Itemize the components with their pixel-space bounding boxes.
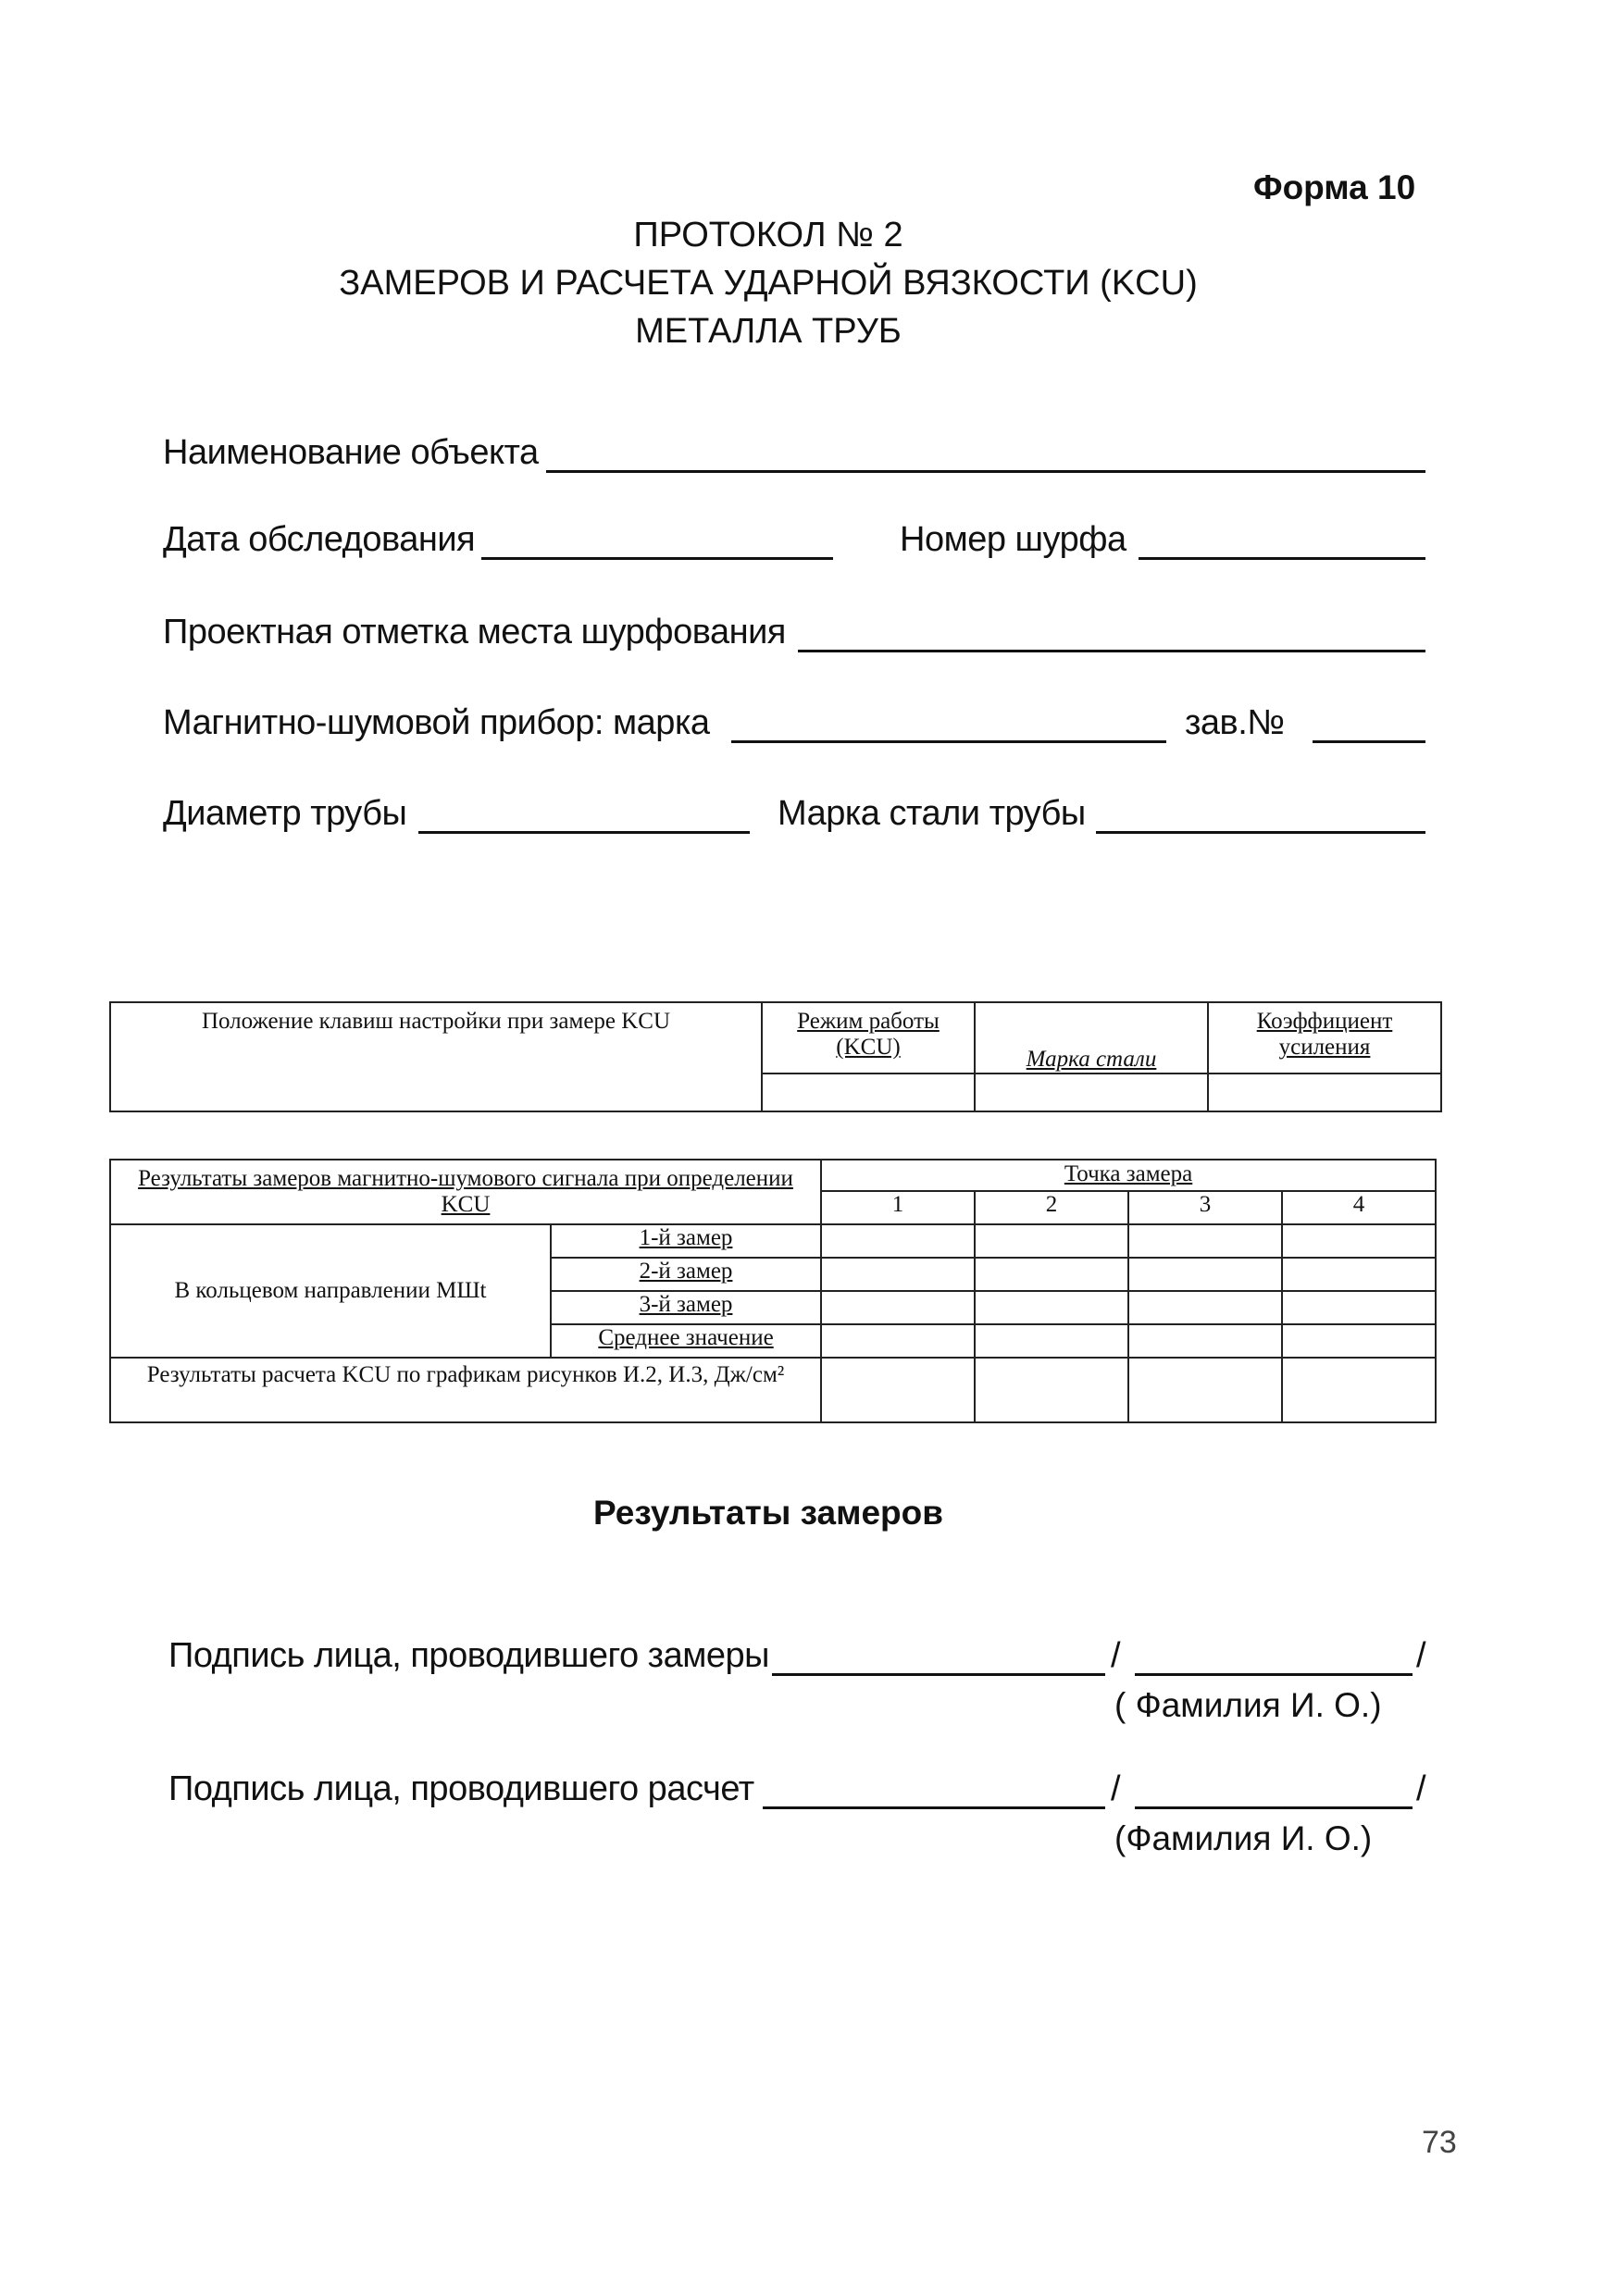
pipe-diameter-field[interactable] bbox=[418, 831, 750, 834]
device-brand-label: Магнитно-шумовой прибор: марка bbox=[163, 703, 710, 742]
table2-point-3: 3 bbox=[1128, 1191, 1282, 1224]
table2-cell[interactable] bbox=[1128, 1358, 1282, 1422]
table2-cell[interactable] bbox=[975, 1358, 1128, 1422]
serial-number-label: зав.№ bbox=[1185, 703, 1285, 742]
table2-cell[interactable] bbox=[821, 1224, 975, 1258]
table2-row-3: 3-й замер bbox=[551, 1291, 821, 1324]
steel-grade-label: Марка стали трубы bbox=[778, 794, 1086, 833]
table2-cell[interactable] bbox=[1128, 1324, 1282, 1358]
table1-col-keys: Положение клавиш настройки при замере KCU bbox=[110, 1002, 762, 1111]
table2-point-header: Точка замера bbox=[821, 1160, 1436, 1191]
form-number: Форма 10 bbox=[1253, 168, 1416, 206]
measurer-name-field[interactable] bbox=[1135, 1673, 1413, 1676]
table2-cell[interactable] bbox=[1282, 1324, 1436, 1358]
device-brand-field[interactable] bbox=[731, 740, 1166, 743]
table2-row-average: Среднее значение bbox=[551, 1324, 821, 1358]
table2-cell[interactable] bbox=[821, 1291, 975, 1324]
table1-col-steel: Марка стали bbox=[975, 1002, 1208, 1074]
measurer-slash-left: / bbox=[1111, 1636, 1121, 1675]
calculator-fio-caption: (Фамилия И. О.) bbox=[1114, 1819, 1373, 1857]
pipe-diameter-label: Диаметр трубы bbox=[163, 794, 407, 833]
results-title: Результаты замеров bbox=[593, 1494, 943, 1532]
measurements-table bbox=[109, 1159, 1437, 1423]
table1-cell-gain[interactable] bbox=[1208, 1074, 1441, 1111]
table1-col-mode: Режим работы (KCU) bbox=[762, 1002, 975, 1074]
table1-col-gain: Коэффициент усиления bbox=[1208, 1002, 1441, 1074]
measurer-slash-right: / bbox=[1416, 1636, 1426, 1675]
calculator-signature-field[interactable] bbox=[763, 1806, 1105, 1809]
object-name-label: Наименование объекта bbox=[163, 433, 539, 472]
measurer-signature-field[interactable] bbox=[772, 1673, 1105, 1676]
pit-number-field[interactable] bbox=[1139, 557, 1425, 560]
table2-cell[interactable] bbox=[821, 1324, 975, 1358]
table2-header: Результаты замеров магнитно-шумового сигнала при определении KCU bbox=[110, 1160, 821, 1224]
page-number: 73 bbox=[1422, 2125, 1457, 2160]
table2-cell[interactable] bbox=[1128, 1291, 1282, 1324]
steel-grade-field[interactable] bbox=[1096, 831, 1425, 834]
serial-number-field[interactable] bbox=[1313, 740, 1425, 743]
design-mark-label: Проектная отметка места шурфования bbox=[163, 613, 786, 652]
table2-row-2: 2-й замер bbox=[551, 1258, 821, 1291]
settings-table bbox=[109, 1001, 1442, 1112]
table2-cell[interactable] bbox=[975, 1324, 1128, 1358]
table2-cell[interactable] bbox=[1282, 1258, 1436, 1291]
protocol-subtitle: ЗАМЕРОВ И РАСЧЕТА УДАРНОЙ ВЯЗКОСТИ (KCU) bbox=[339, 264, 1198, 303]
table2-cell[interactable] bbox=[1282, 1224, 1436, 1258]
protocol-subtitle-2: МЕТАЛЛА ТРУБ bbox=[635, 312, 902, 351]
calculator-slash-left: / bbox=[1111, 1769, 1121, 1808]
table2-cell[interactable] bbox=[975, 1258, 1128, 1291]
table2-cell[interactable] bbox=[821, 1358, 975, 1422]
protocol-title: ПРОТОКОЛ № 2 bbox=[633, 216, 903, 254]
object-name-field[interactable] bbox=[546, 470, 1425, 473]
calculator-slash-right: / bbox=[1416, 1769, 1426, 1808]
calculator-name-field[interactable] bbox=[1135, 1806, 1413, 1809]
table2-cell[interactable] bbox=[975, 1224, 1128, 1258]
table2-point-2: 2 bbox=[975, 1191, 1128, 1224]
table1-cell-mode[interactable] bbox=[762, 1074, 975, 1111]
table2-direction: В кольцевом направлении МШt bbox=[110, 1224, 551, 1358]
measurer-fio-caption: ( Фамилия И. О.) bbox=[1114, 1686, 1382, 1724]
table2-row-1: 1-й замер bbox=[551, 1224, 821, 1258]
table2-cell[interactable] bbox=[1282, 1358, 1436, 1422]
table2-point-4: 4 bbox=[1282, 1191, 1436, 1224]
table2-cell[interactable] bbox=[821, 1258, 975, 1291]
survey-date-label: Дата обследования bbox=[163, 520, 476, 559]
table2-cell[interactable] bbox=[1282, 1291, 1436, 1324]
table2-point-1: 1 bbox=[821, 1191, 975, 1224]
table2-cell[interactable] bbox=[975, 1291, 1128, 1324]
measurer-signature-label: Подпись лица, проводившего замеры bbox=[168, 1636, 769, 1675]
table2-cell[interactable] bbox=[1128, 1224, 1282, 1258]
calculator-signature-label: Подпись лица, проводившего расчет bbox=[168, 1769, 754, 1808]
survey-date-field[interactable] bbox=[481, 557, 833, 560]
table1-cell-steel[interactable] bbox=[975, 1074, 1208, 1111]
table2-calc-row: Результаты расчета KCU по графикам рисунков И.2, И.3, Дж/см² bbox=[110, 1358, 821, 1422]
table2-cell[interactable] bbox=[1128, 1258, 1282, 1291]
design-mark-field[interactable] bbox=[798, 650, 1425, 652]
pit-number-label: Номер шурфа bbox=[900, 520, 1126, 559]
